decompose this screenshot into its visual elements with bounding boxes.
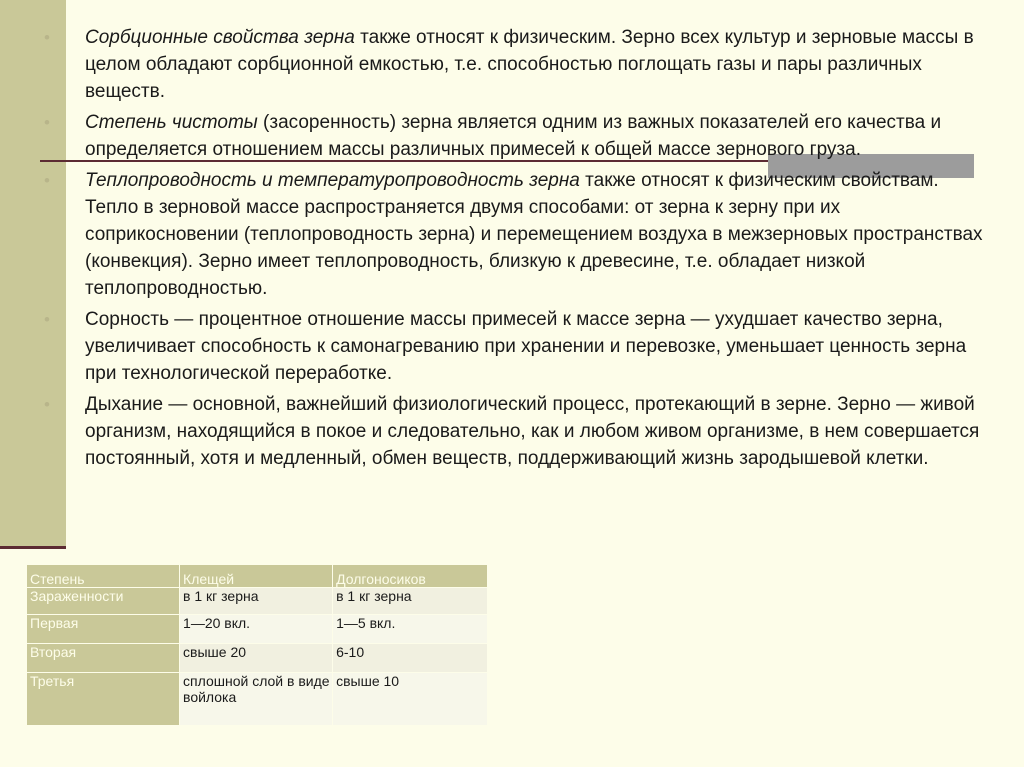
bullet-item <box>44 24 994 105</box>
bullet-item <box>44 306 994 387</box>
table-header-row <box>27 565 488 588</box>
table-cell: сплошной слой в виде войлока <box>180 673 333 726</box>
bullet-item <box>44 167 994 302</box>
table-row <box>27 673 488 726</box>
table-cell: в 1 кг зерна <box>180 588 333 615</box>
table-header-cell: Степень <box>27 565 180 588</box>
table-header-cell: Долгоносиков <box>333 565 488 588</box>
bullet-text: также относят к физическим. Зерно всех культур и зерновые массы в целом обладают сорбционной емкостью, т.е. способностью поглощать газы и пары различных веществ. <box>85 27 974 102</box>
infestation-table <box>26 564 488 726</box>
bullet-term: Теплопроводность и температуропроводность зерна <box>85 170 580 191</box>
table-cell: свыше 20 <box>180 644 333 673</box>
table-row <box>27 644 488 673</box>
bullet-dot-icon: • <box>44 171 50 190</box>
table-row-label: Зараженности <box>27 588 180 615</box>
table-header-cell: Клещей <box>180 565 333 588</box>
bullet-text: Дыхание — основной, важнейший физиологический процесс, протекающий в зерне. Зерно — живой организм, находящийся в покое и следовательно, как и любом живом организме, в нем совершается постоянный, хотя и медленный, обмен веществ, поддерживающий жизнь зародышевой клетки. <box>85 394 980 469</box>
bullet-text: (засоренность) зерна является одним из важных показателей его качества и определяется отношением массы различных примесей к общей массе зернового груза. <box>85 112 942 160</box>
left-band-underline <box>0 546 66 549</box>
table-row-label: Вторая <box>27 644 180 673</box>
bullet-dot-icon: • <box>44 395 50 414</box>
table-cell: 1—20 вкл. <box>180 615 333 644</box>
bullet-dot-icon: • <box>44 113 50 132</box>
table-row-label: Третья <box>27 673 180 726</box>
table-row <box>27 588 488 615</box>
table-row-label: Первая <box>27 615 180 644</box>
table-cell: 1—5 вкл. <box>333 615 488 644</box>
bullet-dot-icon: • <box>44 310 50 329</box>
bullet-term: Сорбционные свойства зерна <box>85 27 355 48</box>
table-cell: в 1 кг зерна <box>333 588 488 615</box>
bullet-text: также относят к физическим свойствам. Тепло в зерновой массе распространяется двумя способами: от зерна к зерну при их соприкосновении (теплопроводность зерна) и перемещением воздуха в межзерновых пространствах (конвекция). Зерно имеет теплопроводность, близкую к древесине, т.е. обладает низкой теплопроводностью. <box>85 170 983 299</box>
bullet-term: Степень чистоты <box>85 112 258 133</box>
bullet-list <box>44 24 994 476</box>
bullet-dot-icon: • <box>44 28 50 47</box>
bullet-item <box>44 391 994 472</box>
table-cell: 6-10 <box>333 644 488 673</box>
bullet-item <box>44 109 994 163</box>
bullet-text: Сорность — процентное отношение массы примесей к массе зерна — ухудшает качество зерна, увеличивает способность к самонагреванию при хранении и перевозке, уменьшает ценность зерна при технологической переработке. <box>85 309 967 384</box>
table-cell: свыше 10 <box>333 673 488 726</box>
table-row <box>27 615 488 644</box>
